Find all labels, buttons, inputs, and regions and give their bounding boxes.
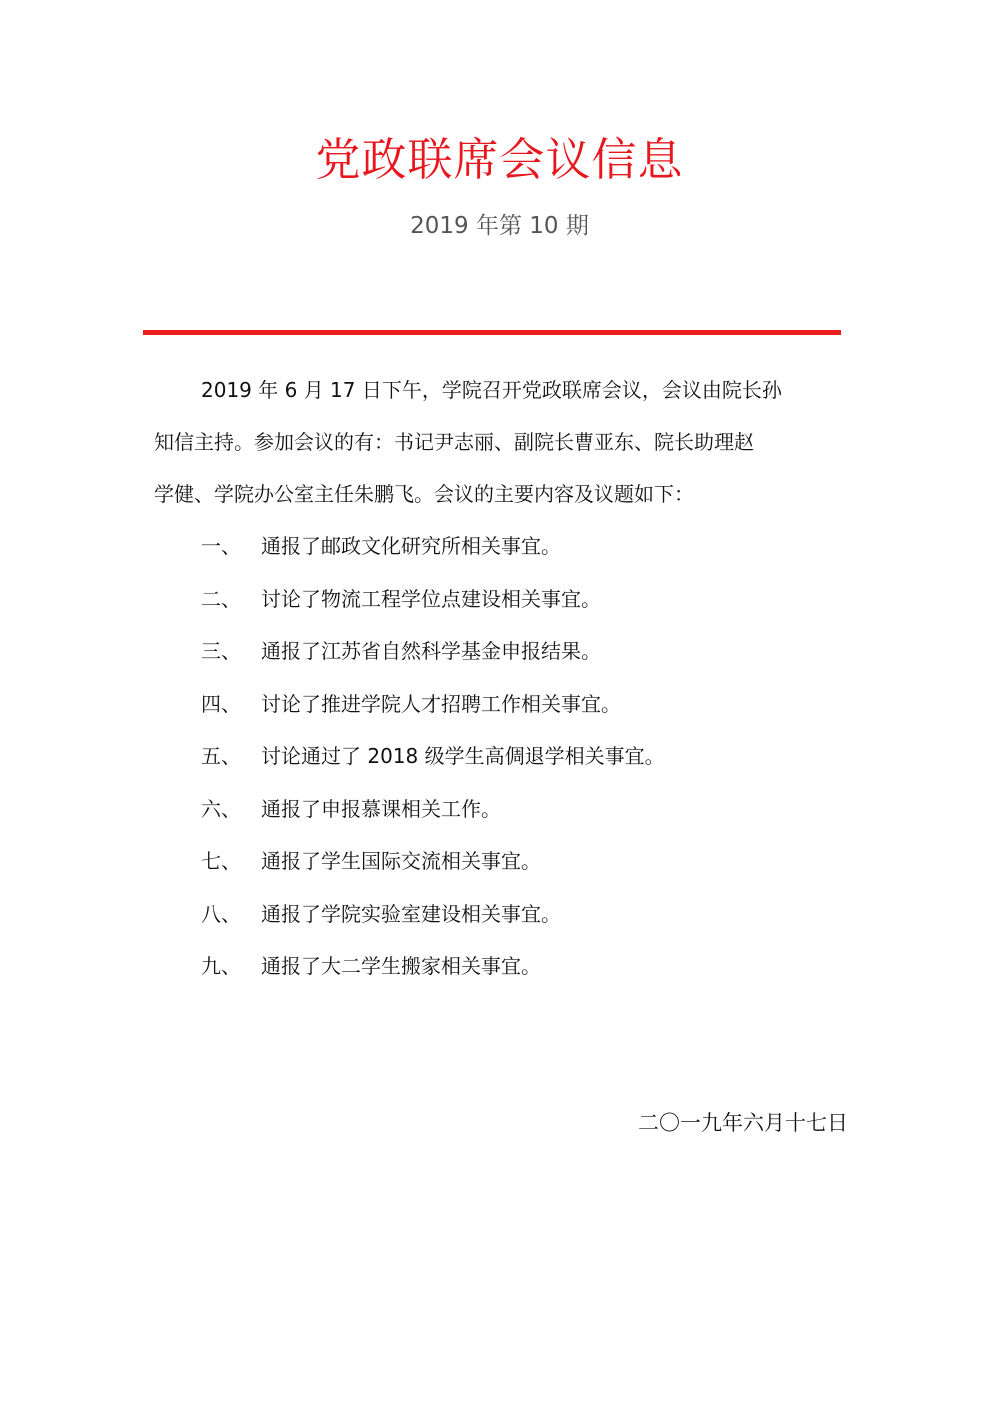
intro-line: 学健、学院办公室主任朱鹏飞。会议的主要内容及议题如下： xyxy=(154,482,694,506)
agenda-text: 通报了学生国际交流相关事宜。 xyxy=(261,849,541,873)
agenda-number: 一、 xyxy=(201,534,241,558)
agenda-item xyxy=(154,730,854,783)
agenda-item xyxy=(154,940,854,993)
issue-number: 2019 年第 10 期 xyxy=(410,213,589,239)
agenda-number: 五、 xyxy=(201,744,241,768)
agenda-number: 二、 xyxy=(201,586,241,611)
agenda-number: 三、 xyxy=(201,639,241,663)
agenda-item xyxy=(154,625,854,678)
agenda-list xyxy=(154,520,854,993)
agenda-text: 通报了学院实验室建设相关事宜。 xyxy=(261,901,561,926)
agenda-text: 通报了申报慕课相关工作。 xyxy=(261,796,501,821)
agenda-item xyxy=(154,835,854,888)
agenda-number: 八、 xyxy=(201,901,241,926)
agenda-item xyxy=(154,573,854,626)
agenda-text: 讨论了物流工程学位点建设相关事宜。 xyxy=(261,586,601,611)
agenda-number: 九、 xyxy=(201,954,241,978)
agenda-item xyxy=(154,678,854,731)
agenda-item xyxy=(154,888,854,941)
agenda-number: 六、 xyxy=(201,796,241,821)
agenda-text: 讨论通过了 2018 级学生高倜退学相关事宜。 xyxy=(261,744,665,768)
red-divider xyxy=(143,330,841,335)
document-date: 二〇一九年六月十七日 xyxy=(638,1111,848,1135)
agenda-text: 通报了邮政文化研究所相关事宜。 xyxy=(261,534,561,558)
intro-paragraph xyxy=(154,364,854,520)
agenda-text: 通报了大二学生搬家相关事宜。 xyxy=(261,954,541,978)
meeting-body xyxy=(154,364,854,993)
document-title: 党政联席会议信息 xyxy=(315,133,684,186)
agenda-item xyxy=(154,783,854,836)
intro-line: 知信主持。参加会议的有：书记尹志丽、副院长曹亚东、院长助理赵 xyxy=(154,430,754,454)
agenda-number: 七、 xyxy=(201,849,241,873)
agenda-text: 通报了江苏省自然科学基金申报结果。 xyxy=(261,639,601,663)
agenda-item xyxy=(154,520,854,573)
agenda-number: 四、 xyxy=(201,691,241,716)
agenda-text: 讨论了推进学院人才招聘工作相关事宜。 xyxy=(261,691,621,716)
intro-line: 2019 年 6 月 17 日下午，学院召开党政联席会议，会议由院长孙 xyxy=(201,378,782,402)
